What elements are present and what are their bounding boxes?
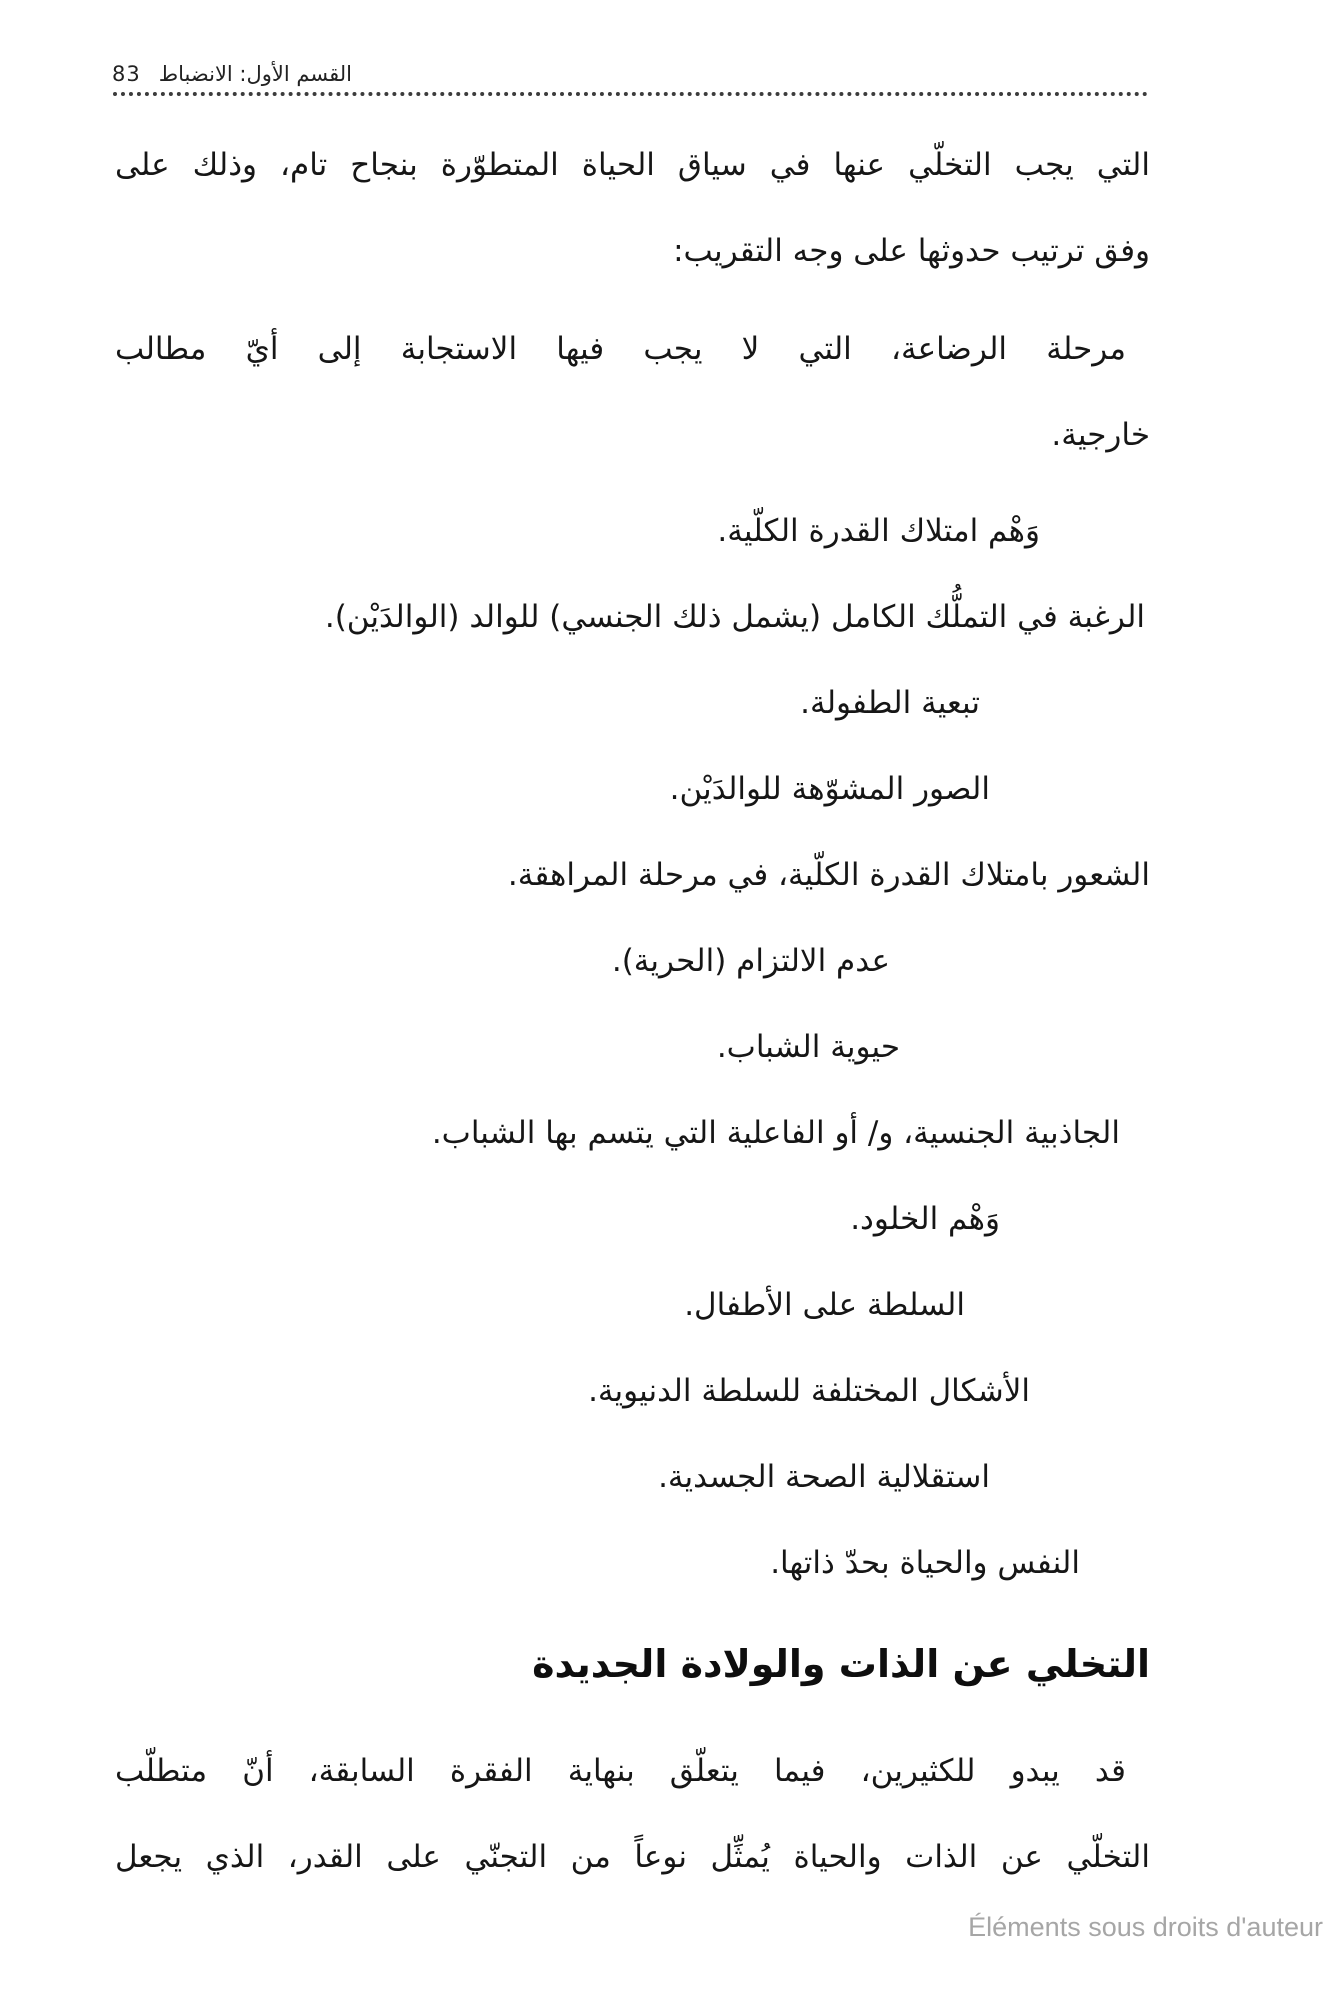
relinquishment-list xyxy=(115,488,1150,1606)
list-item: استقلالية الصحة الجسدية. xyxy=(658,1459,990,1495)
paragraph-infancy xyxy=(115,306,1150,478)
paragraph-continuation xyxy=(115,122,1150,294)
list-item: الجاذبية الجنسية، و/ أو الفاعلية التي يتسم بها الشباب. xyxy=(431,1115,1120,1151)
list-item: وَهْم امتلاك القدرة الكلّية. xyxy=(717,513,1040,549)
list-item: الصور المشوّهة للوالدَيْن. xyxy=(669,771,990,807)
paragraph-line: خارجية. xyxy=(1051,417,1150,453)
header-dotted-rule xyxy=(113,92,1148,96)
section-heading: التخلي عن الذات والولادة الجديدة xyxy=(532,1642,1150,1686)
page-body-text xyxy=(115,122,1150,1900)
paragraph-line: قد يبدو للكثيرين، فيما يتعلّق بنهاية الفقرة السابقة، أنّ متطلّب xyxy=(115,1752,1126,1789)
list-item: الرغبة في التملُّك الكامل (يشمل ذلك الجنسي) للوالد (الوالدَيْن). xyxy=(324,599,1145,635)
running-header-title: القسم الأول: الانضباط xyxy=(158,62,352,86)
paragraph-line: التخلّي عن الذات والحياة يُمثِّل نوعاً من التجنّي على القدر، الذي يجعل xyxy=(115,1838,1150,1875)
list-item: الشعور بامتلاك القدرة الكلّية، في مرحلة المراهقة. xyxy=(507,857,1150,893)
page-number: 83 xyxy=(112,62,141,86)
running-header xyxy=(112,62,352,86)
list-item: وَهْم الخلود. xyxy=(850,1201,1000,1237)
paragraph-line: وفق ترتيب حدوثها على وجه التقريب: xyxy=(673,233,1150,269)
paragraph-line: التي يجب التخلّي عنها في سياق الحياة المتطوّرة بنجاح تام، وذلك على xyxy=(115,147,1150,183)
list-item: النفس والحياة بحدّ ذاتها. xyxy=(770,1545,1080,1581)
copyright-watermark: Éléments sous droits d'auteur xyxy=(968,1912,1323,1942)
paragraph-line: مرحلة الرضاعة، التي لا يجب فيها الاستجابة إلى أيّ مطالب xyxy=(115,331,1126,367)
list-item: السلطة على الأطفال. xyxy=(684,1287,965,1323)
paragraph-new-birth xyxy=(115,1728,1150,1900)
list-item: عدم الالتزام (الحرية). xyxy=(611,943,890,979)
list-item: الأشكال المختلفة للسلطة الدنيوية. xyxy=(588,1373,1030,1409)
list-item: تبعية الطفولة. xyxy=(800,685,980,721)
list-item: حيوية الشباب. xyxy=(716,1029,900,1065)
